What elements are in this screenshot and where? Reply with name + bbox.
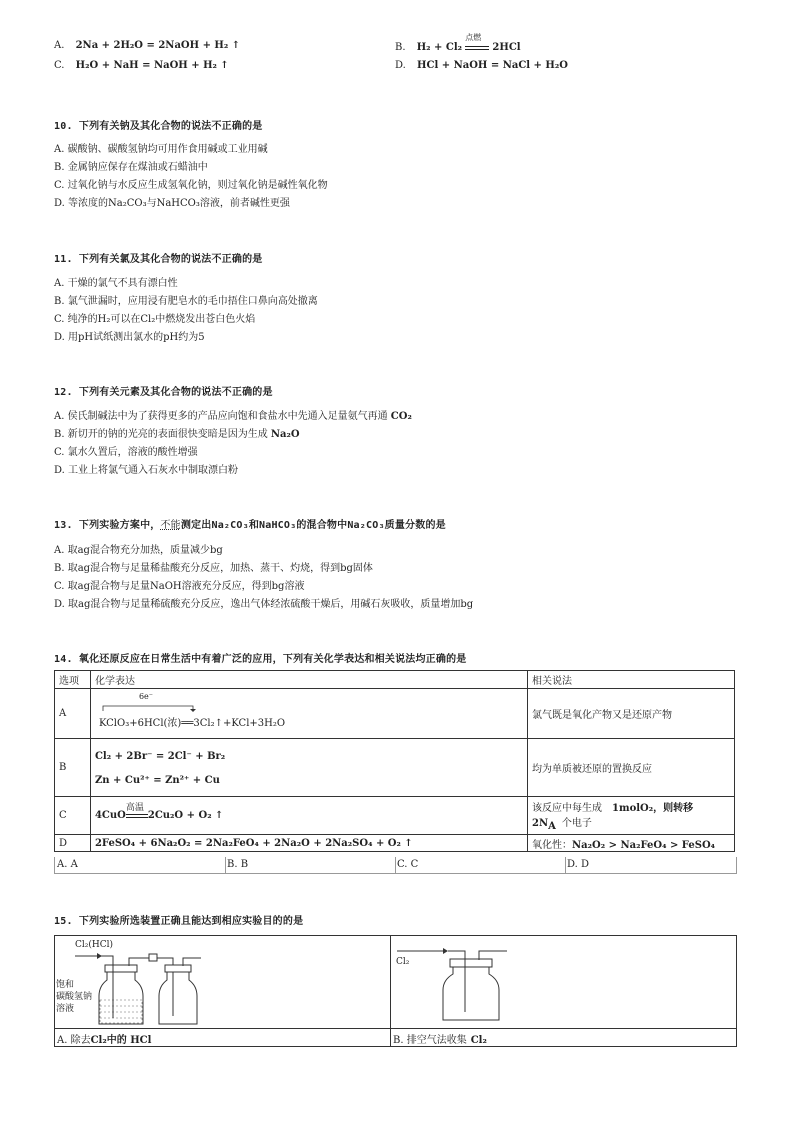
q14-row-b-expression-1: Cl₂ + 2Br⁻ = 2Cl⁻ + Br₂ — [94, 750, 226, 762]
q13-option-c: C. 取ag混合物与足量NaOH溶液充分反应，得到bg溶液 — [54, 581, 305, 592]
q14-row-c-note-tail: 个电子 — [561, 818, 592, 829]
q14-row-c-expression-left: 4CuO — [94, 810, 126, 821]
q9-d-label: D. — [395, 60, 406, 71]
q14-row-c-note-na-sub: A — [548, 821, 556, 832]
q9-b-condition-arrow — [465, 33, 489, 50]
q14-row-d-label: D — [55, 835, 91, 852]
q15-a-liquid-line1: 饱和 — [56, 980, 75, 990]
q12-a-formula: CO₂ — [390, 411, 412, 422]
q9-a-label: A. — [54, 40, 65, 51]
q14-row-c-expression-right: 2Cu₂O + O₂ ↑ — [147, 810, 224, 821]
q14-row-c-note-line2 — [532, 814, 730, 832]
gas-washing-apparatus-icon — [73, 950, 203, 1028]
q14-row-a — [55, 689, 735, 739]
q9-b-condition: 点燃 — [465, 33, 482, 42]
q14-table — [54, 670, 735, 852]
q14-row-c-condition-arrow — [125, 803, 148, 818]
q14-row-b-expression-cell — [90, 739, 527, 797]
q15-caption-b-formula: Cl₂ — [470, 1035, 487, 1046]
q9-d-equation: HCl + NaOH = NaCl + H₂O — [417, 60, 568, 71]
q14-row-b — [55, 739, 735, 797]
q13-title-pre: 13. 下列实验方案中， — [54, 520, 161, 531]
q14-answer-c[interactable]: C. C — [395, 857, 566, 873]
q11-option-b: B. 氯气泄漏时，应用浸有肥皂水的毛巾捂住口鼻向高处撤离 — [54, 296, 318, 307]
q14-row-d-expression: 2FeSO₄ + 6Na₂O₂ = 2Na₂FeO₄ + 2Na₂O + 2Na₂SO₄ + O₂ ↑ — [90, 835, 527, 852]
q14-row-c-condition: 高温 — [125, 803, 144, 813]
q14-answer-b[interactable]: B. B — [225, 857, 396, 873]
q14-row-a-expression: KClO₃+6HCl(浓)══3Cl₂↑+KCl+3H₂O — [98, 717, 286, 729]
q14-row-c-note-cell — [528, 797, 735, 835]
q15-caption-b — [393, 1031, 487, 1046]
q9-c-equation: H₂O + NaH = NaOH + H₂ ↑ — [75, 60, 229, 71]
q11-title: 11. 下列有关氯及其化合物的说法不正确的是 — [54, 254, 263, 265]
q15-table — [54, 935, 737, 1047]
q13-option-a: A. 取ag混合物充分加热，质量减少bg — [54, 545, 223, 556]
q9-option-a — [54, 40, 240, 51]
q10-option-c: C. 过氧化钠与水反应生成氢氧化钠，则过氧化钠是碱性氧化物 — [54, 180, 328, 191]
q15-b-gas-label: Cl₂ — [396, 957, 410, 967]
q15-a-liquid-line3: 溶液 — [56, 1004, 75, 1014]
gas-collection-bottle-icon — [395, 948, 515, 1026]
q14-answer-d[interactable]: D. D — [567, 859, 590, 870]
q12-b-formula: Na₂O — [270, 429, 300, 440]
q12-b-text: B. 新切开的钠的光亮的表面很快变暗是因为生成 — [54, 429, 268, 440]
q15-caption-a — [57, 1031, 151, 1046]
q14-header-option: 选项 — [55, 671, 91, 689]
q14-row-b-expression-2: Zn + Cu²⁺ = Zn²⁺ + Cu — [94, 774, 220, 786]
q14-row-a-expression-cell — [90, 689, 527, 739]
q14-answer-row — [54, 857, 737, 874]
q14-row-b-label: B — [55, 739, 91, 797]
q14-header-expression: 化学表达 — [90, 671, 527, 689]
q14-row-c-note-a: 该反应中每生成 — [532, 803, 603, 814]
q14-row-c-expression-cell — [90, 797, 527, 835]
q10-title: 10. 下列有关钠及其化合物的说法不正确的是 — [54, 121, 263, 132]
q15-caption-a-text: A. 除去 — [57, 1035, 91, 1046]
q15-caption-a-formula: Cl₂中的 HCl — [90, 1035, 152, 1046]
q10-option-b: B. 金属钠应保存在煤油或石蜡油中 — [54, 162, 208, 173]
q13-title-emphasis: 不能 — [160, 520, 181, 531]
q14-row-c-note-na: 2N — [532, 818, 549, 829]
q11-option-c: C. 纯净的H₂可以在Cl₂中燃烧发出苍白色火焰 — [54, 314, 256, 325]
q14-row-c — [55, 797, 735, 835]
q15-title: 15. 下列实验所选装置正确且能达到相应实验目的的是 — [54, 916, 304, 927]
q14-row-d-note-pre: 氧化性： — [532, 839, 573, 851]
q12-a-text: A. 侯氏制碱法中为了获得更多的产品应向饱和食盐水中先通入足量氨气再通 — [54, 411, 388, 422]
q9-c-label: C. — [54, 60, 65, 71]
q9-option-c — [54, 60, 229, 71]
q14-answer-a[interactable]: A. A — [55, 857, 226, 873]
q14-row-a-electron: 6e⁻ — [138, 691, 153, 701]
q13-option-d: D. 取ag混合物与足量稀硫酸充分反应，逸出气体经浓硫酸干燥后，用碱石灰吸收，质量增加bg — [54, 599, 474, 610]
q14-row-a-note: 氯气既是氧化产物又是还原产物 — [528, 689, 735, 739]
q15-caption-b-text: B. 排空气法收集 — [393, 1035, 467, 1046]
q14-row-a-label: A — [55, 689, 91, 739]
q12-option-c: C. 氯水久置后，溶液的酸性增强 — [54, 447, 198, 458]
q9-option-d — [395, 60, 568, 71]
q9-a-equation: 2Na + 2H₂O = 2NaOH + H₂ ↑ — [75, 40, 241, 51]
q9-b-equation-right: 2HCl — [492, 42, 521, 53]
q14-header-note: 相关说法 — [528, 671, 735, 689]
q14-row-d — [55, 835, 735, 852]
q14-row-d-note: Na₂O₂ > Na₂FeO₄ > FeSO₄ — [572, 839, 716, 851]
q15-a-liquid-line2: 碳酸氢钠 — [56, 992, 93, 1002]
q10-option-d: D. 等浓度的Na₂CO₃与NaHCO₃溶液，前者碱性更强 — [54, 198, 290, 209]
q14-row-c-label: C — [55, 797, 91, 835]
q12-option-d: D. 工业上将氯气通入石灰水中制取漂白粉 — [54, 465, 239, 476]
q9-b-equation-left: H₂ + Cl₂ — [416, 42, 463, 53]
q12-option-a — [54, 407, 412, 422]
q14-title: 14. 氧化还原反应在日常生活中有着广泛的应用，下列有关化学表达和相关说法均正确的是 — [54, 654, 467, 665]
q9-option-b — [395, 33, 521, 53]
electron-transfer-bracket — [97, 696, 217, 712]
q9-b-label: B. — [395, 42, 406, 53]
q14-row-c-note-line1 — [532, 799, 730, 814]
q13-option-b: B. 取ag混合物与足量稀盐酸充分反应，加热、蒸干、灼烧，得到bg固体 — [54, 563, 373, 574]
q12-option-b — [54, 425, 300, 440]
q13-title — [54, 516, 446, 531]
q12-title: 12. 下列有关元素及其化合物的说法不正确的是 — [54, 387, 273, 398]
q11-option-a: A. 干燥的氯气不具有漂白性 — [54, 278, 178, 289]
q13-title-post: 测定出Na₂CO₃和NaHCO₃的混合物中Na₂CO₃质量分数的是 — [180, 520, 446, 531]
q14-header-row — [55, 671, 735, 689]
q11-option-d: D. 用pH试纸测出氯水的pH约为5 — [54, 332, 205, 343]
q14-row-c-note-b: 1molO₂，则转移 — [612, 803, 694, 814]
q14-row-d-note-cell — [528, 835, 735, 852]
q15-a-gas-label: Cl₂(HCl) — [75, 940, 114, 950]
q10-option-a: A. 碳酸钠、碳酸氢钠均可用作食用碱或工业用碱 — [54, 144, 268, 155]
q14-row-b-note: 均为单质被还原的置换反应 — [528, 739, 735, 797]
